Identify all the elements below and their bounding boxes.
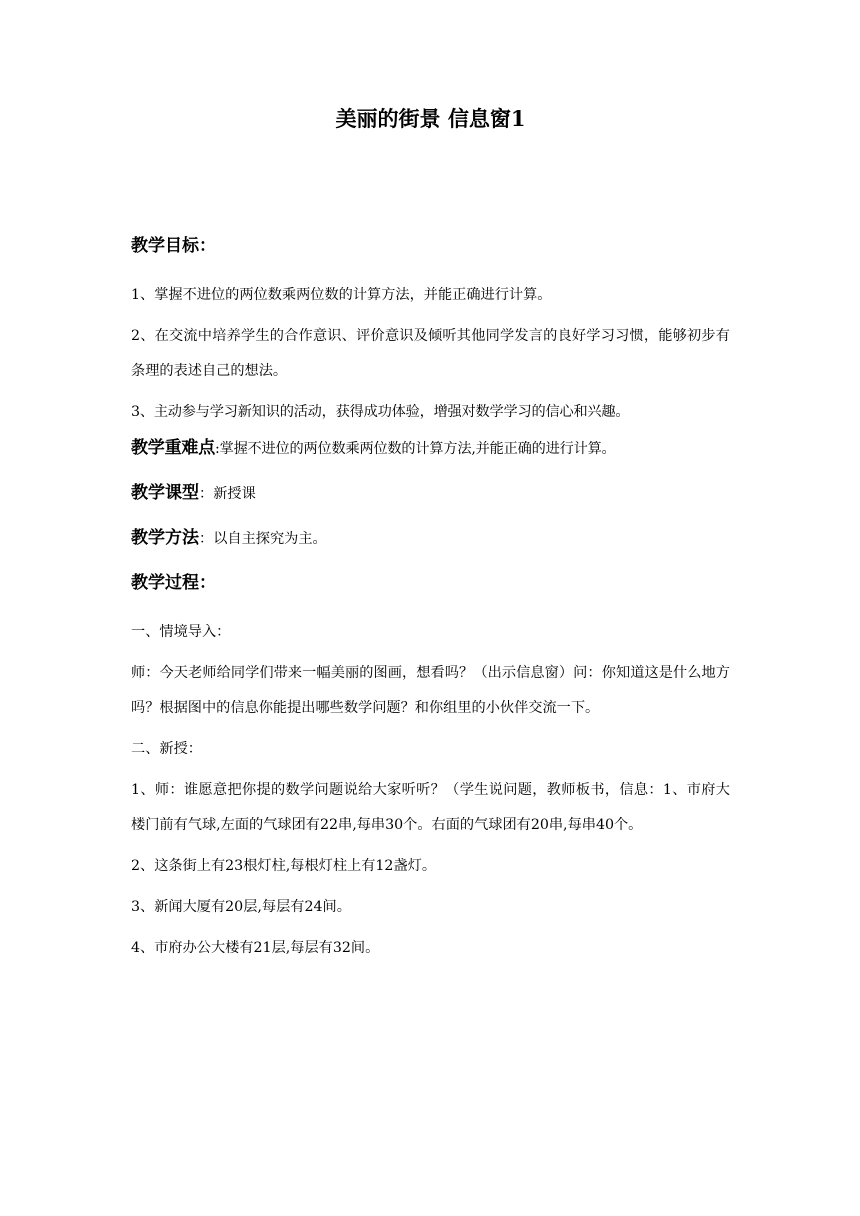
info-item-4: 4、市府办公大楼有21层,每层有32间。 [131, 940, 380, 956]
lesson-type-label: 教学课型 [131, 483, 199, 503]
goal-item-3: 3、主动参与学习新知识的活动，获得成功体验，增强对数学学习的信心和兴趣。 [131, 404, 630, 420]
method-text: ：以自主探究为主。 [199, 531, 327, 547]
method-line [131, 526, 730, 551]
section2-text: 1、师：谁愿意把你提的数学问题说给大家听听？（学生说问题，教师板书，信息：1、市府大楼门前有气球,左面的气球团有22串,每串30个。右面的气球团有20串,每串40个。 [131, 782, 730, 833]
info-item-2: 2、这条街上有23根灯柱,每根灯柱上有12盏灯。 [131, 858, 437, 874]
key-points-text: :掌握不进位的两位数乘两位数的计算方法,并能正确的进行计算。 [215, 441, 616, 457]
section1-text: 师：今天老师给同学们带来一幅美丽的图画，想看吗？（出示信息窗）问：你知道这是什么地方吗？根据图中的信息你能提出哪些数学问题？和你组里的小伙伴交流一下。 [131, 665, 730, 716]
goal-item-2: 2、在交流中培养学生的合作意识、评价意识及倾听其他同学发言的良好学习习惯，能够初步有条理的表述自己的想法。 [131, 328, 730, 379]
lesson-type-line [131, 481, 730, 506]
process-heading: 教学过程： [131, 573, 216, 593]
section1-title: 一、情境导入： [131, 624, 231, 640]
method-label: 教学方法 [131, 528, 199, 548]
key-points-line [131, 436, 730, 461]
title-spacer [131, 134, 730, 234]
goal-item-1: 1、掌握不进位的两位数乘两位数的计算方法，并能正确进行计算。 [131, 287, 552, 303]
info-item-3: 3、新闻大厦有20层,每层有24间。 [131, 899, 351, 915]
document-title: 美丽的街景 信息窗1 [335, 106, 526, 131]
goals-heading: 教学目标： [131, 236, 216, 256]
key-points-label: 教学重难点 [131, 438, 215, 458]
section2-title: 二、新授： [131, 741, 202, 757]
lesson-type-text: ：新授课 [199, 486, 256, 502]
